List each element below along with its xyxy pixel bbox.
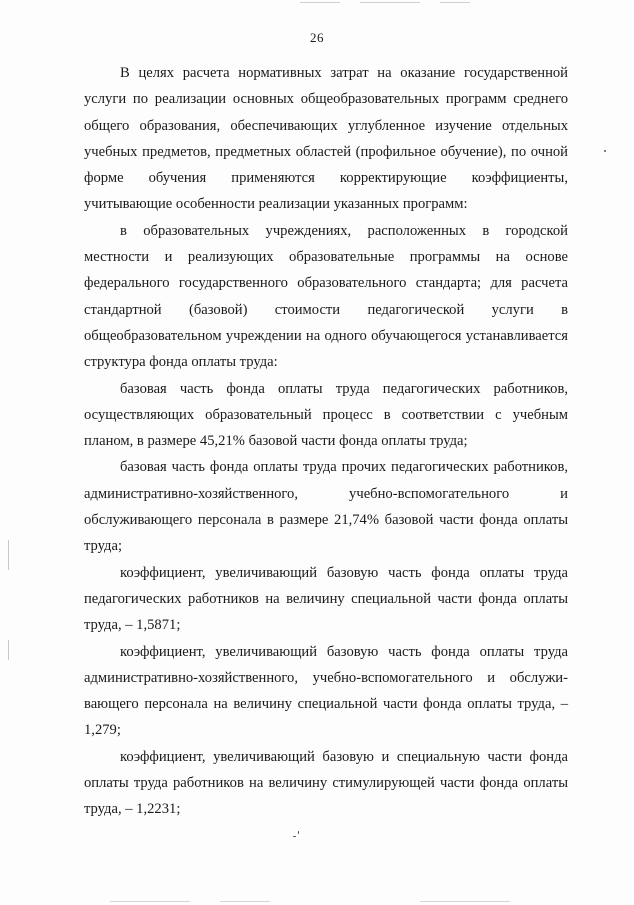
scan-artifact (440, 2, 470, 3)
scan-artifact (420, 901, 510, 902)
paragraph: коэффициент, увеличивающий базовую часть фонда оплаты труда педагогических работников на величину специальной части фонда оплаты труда, – 1,5871; (84, 564, 568, 634)
scan-speck (604, 150, 606, 152)
scan-speck (298, 831, 299, 834)
paragraph: базовая часть фонда оплаты труда прочих педагогических работников, административно-хозяйственного, учебно-вспомогательного и обслуживающего персонала в размере 21,74% базовой части фонда оплаты труда; (84, 459, 568, 555)
scan-artifact (220, 901, 270, 902)
scan-artifact (110, 901, 190, 902)
page-number: 26 (310, 30, 324, 45)
scan-artifact (8, 640, 9, 660)
document-body (84, 60, 568, 823)
paragraph: базовая часть фонда оплаты труда педагогических работников, осуществляющих образовательный процесс в соответствии с учебным планом, в размере 45,21% базовой части фонда оплаты труда; (84, 380, 568, 450)
scan-artifact (300, 2, 340, 3)
paragraph: В целях расчета нормативных затрат на оказание государственной услуги по реализации основных общеобразовательных программ среднего общего образования, обеспечивающих углубленное изучение отдельных учебных предметов, предметных областей (профильное обучение), по очной форме обучения применяются корректирующие коэффициенты, учитывающие особенности реализации указанных программ: (84, 65, 568, 213)
paragraph: коэффициент, увеличивающий базовую и специальную части фонда оплаты труда работников на величину стимулирующей части фонда оплаты труда, – 1,2231; (84, 748, 568, 818)
scan-artifact (360, 2, 420, 3)
paragraph: коэффициент, увеличивающий базовую часть фонда оплаты труда административно-хозяйственного, учебно-вспомогательного и обслуживающего персонала на величину специальной части фонда оплаты труда, – 1,279; (84, 643, 568, 739)
scan-artifact (8, 540, 9, 570)
paragraph: в образовательных учреждениях, расположенных в городской местности и реализующих образовательные программы на основе федерального государственного образовательного стандарта; для расчета стандартной (базовой) стоимости педагогической услуги в общеобразовательном учреждении на одного обучающегося устанавливается структура фонда оплаты труда: (84, 222, 568, 371)
scan-speck (293, 836, 296, 837)
